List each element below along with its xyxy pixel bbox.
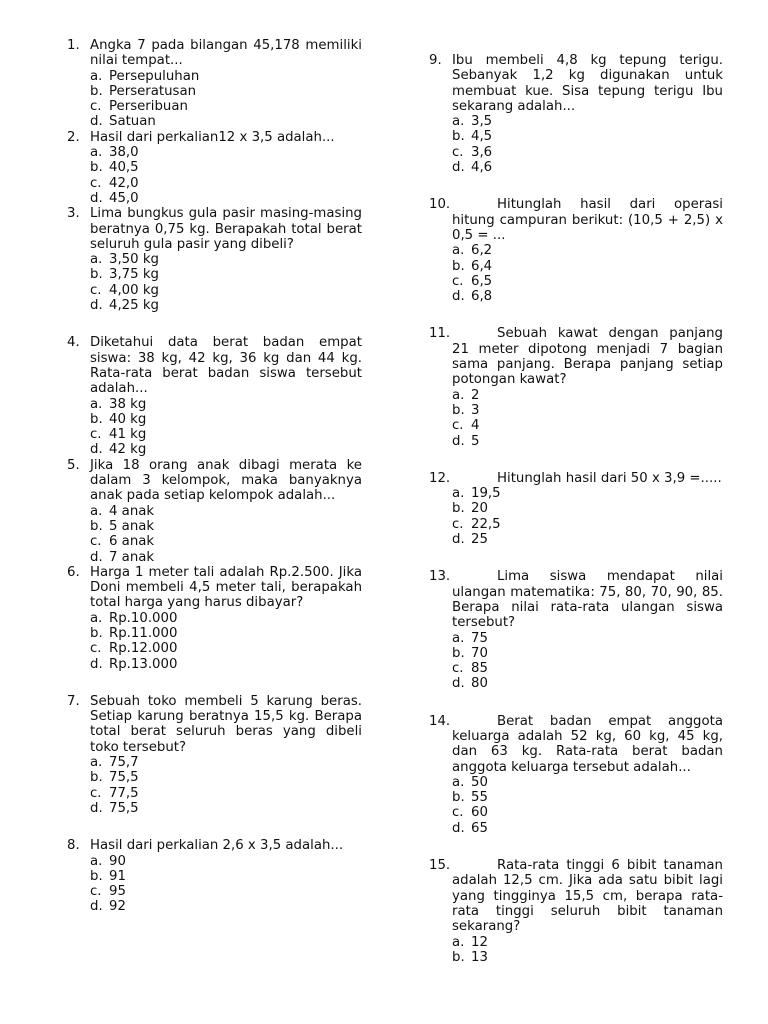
question-6 [67, 565, 362, 672]
option-letter: b. [90, 868, 103, 884]
option-text: 4,6 [471, 160, 493, 176]
option-text: 6,8 [471, 289, 493, 305]
options-list [452, 775, 723, 836]
question-number: 3. [67, 206, 80, 222]
option-text: 3,6 [471, 144, 493, 160]
question-9 [429, 53, 723, 175]
question-number: 13. [429, 569, 451, 585]
option-c [90, 641, 362, 656]
option-a [90, 252, 362, 267]
question-text: Rata-rata tinggi 6 bibit tanaman adalah 12,5 cm. Jika ada satu bibit lagi yang tingginya 15,5 cm, berapa rata-rata tinggi seluruh bibit tanaman sekarang? [452, 858, 723, 935]
options-list [452, 243, 723, 304]
option-text: 5 anak [109, 518, 155, 534]
option-letter: b. [452, 790, 465, 806]
option-text: 4 anak [109, 503, 155, 519]
question-number: 15. [429, 858, 451, 874]
option-b [90, 869, 362, 884]
question-number: 9. [429, 53, 442, 68]
option-a [452, 486, 723, 501]
question-12 [429, 471, 723, 547]
option-text: 3,5 [471, 114, 493, 130]
option-text: 13 [471, 949, 488, 965]
option-text: 3 [471, 402, 480, 418]
question-text: Berat badan empat anggota keluarga adalah 52 kg, 60 kg, 45 kg, dan 63 kg. Rata-rata berat badan anggota keluarga tersebut adalah... [452, 713, 723, 775]
options-list [90, 397, 362, 458]
option-letter: b. [90, 267, 103, 283]
option-text: 4,25 kg [109, 298, 159, 314]
option-text: 42 kg [109, 442, 147, 458]
option-b [452, 501, 723, 516]
option-letter: a. [90, 145, 103, 161]
option-letter: d. [452, 289, 465, 305]
option-letter: a. [90, 610, 103, 626]
option-d [90, 550, 362, 565]
option-c [90, 427, 362, 442]
option-letter: d. [90, 298, 103, 314]
option-letter: d. [452, 820, 465, 836]
options-list [90, 504, 362, 565]
question-2 [67, 130, 362, 206]
option-b [452, 646, 723, 661]
option-letter: c. [452, 661, 464, 677]
option-c [452, 274, 723, 289]
option-letter: d. [90, 899, 103, 915]
option-letter: b. [452, 501, 465, 517]
option-d [452, 289, 723, 304]
option-letter: c. [90, 99, 102, 115]
option-letter: b. [452, 129, 465, 145]
option-c [452, 418, 723, 433]
option-c [452, 661, 723, 676]
option-a [90, 504, 362, 519]
option-letter: c. [90, 534, 102, 550]
option-d [90, 298, 362, 313]
option-letter: c. [452, 418, 464, 434]
option-text: Rp.10.000 [109, 610, 178, 626]
options-list [90, 69, 362, 130]
option-letter: c. [452, 805, 464, 821]
option-c [90, 786, 362, 801]
option-letter: b. [90, 625, 103, 641]
options-list [452, 114, 723, 175]
option-letter: a. [452, 934, 465, 950]
question-text: Sebuah toko membeli 5 karung beras. Setiap karung beratnya 15,5 kg. Berapa total berat seluruh beras yang dibeli toko tersebut? [90, 693, 362, 755]
option-letter: b. [452, 402, 465, 418]
option-text: 3,50 kg [109, 252, 159, 268]
option-text: 6 anak [109, 534, 155, 550]
option-d [90, 114, 362, 129]
option-text: 25 [471, 532, 488, 548]
options-list [452, 631, 723, 692]
question-text: Hitunglah hasil dari operasi hitung campuran berikut: (10,5 + 2,5) x 0,5 = ... [452, 197, 723, 243]
option-letter: a. [90, 755, 103, 771]
option-text: 6,2 [471, 243, 493, 259]
question-number: 2. [67, 129, 80, 145]
option-letter: c. [452, 516, 464, 532]
option-text: 75,7 [109, 755, 139, 771]
option-c [90, 283, 362, 298]
question-number: 11. [429, 326, 451, 342]
option-d [90, 657, 362, 672]
option-c [90, 884, 362, 899]
option-a [452, 114, 723, 129]
option-c [452, 805, 723, 820]
option-letter: a. [90, 68, 103, 84]
option-letter: b. [90, 518, 103, 534]
option-text: 77,5 [109, 785, 139, 801]
option-letter: b. [90, 83, 103, 99]
question-text: Lima bungkus gula pasir masing-masing beratnya 0,75 kg. Berapakah total berat seluruh gula pasir yang dibeli? [90, 206, 362, 252]
option-letter: d. [452, 433, 465, 449]
options-list [90, 854, 362, 915]
option-text: 2 [471, 387, 480, 403]
option-letter: d. [90, 549, 103, 565]
option-c [90, 534, 362, 549]
question-14 [429, 714, 723, 836]
option-letter: a. [452, 486, 465, 502]
option-text: 3,75 kg [109, 267, 159, 283]
option-a [90, 854, 362, 869]
option-c [90, 176, 362, 191]
option-text: 41 kg [109, 427, 147, 443]
option-letter: c. [90, 282, 102, 298]
option-b [452, 129, 723, 144]
option-b [452, 403, 723, 418]
option-letter: c. [90, 785, 102, 801]
question-1 [67, 38, 362, 130]
option-a [452, 935, 723, 950]
question-number: 4. [67, 335, 80, 351]
option-text: 91 [109, 868, 126, 884]
option-text: 20 [471, 501, 488, 517]
option-letter: c. [90, 884, 102, 900]
question-text: Diketahui data berat badan empat siswa: 38 kg, 42 kg, 36 kg dan 44 kg. Rata-rata berat badan siswa tersebut adalah... [90, 335, 362, 397]
option-text: 75,5 [109, 800, 139, 816]
question-number: 1. [67, 38, 80, 53]
option-letter: d. [90, 800, 103, 816]
option-text: 12 [471, 934, 488, 950]
option-b [90, 770, 362, 785]
option-letter: a. [90, 853, 103, 869]
option-letter: d. [452, 532, 465, 548]
option-text: Rp.13.000 [109, 656, 178, 672]
option-letter: a. [90, 396, 103, 412]
option-text: 40 kg [109, 411, 147, 427]
option-letter: a. [452, 774, 465, 790]
question-text: Angka 7 pada bilangan 45,178 memiliki nilai tempat... [90, 38, 362, 69]
option-letter: a. [452, 114, 465, 130]
option-c [452, 517, 723, 532]
option-letter: a. [90, 252, 103, 268]
option-b [452, 259, 723, 274]
question-8 [67, 838, 362, 914]
option-text: 65 [471, 820, 488, 836]
option-c [452, 145, 723, 160]
options-list [90, 145, 362, 206]
option-text: 60 [471, 805, 488, 821]
question-13 [429, 569, 723, 691]
option-text: 50 [471, 774, 488, 790]
option-text: 45,0 [109, 190, 139, 206]
option-d [90, 801, 362, 816]
option-text: 70 [471, 645, 488, 661]
question-number: 5. [67, 457, 80, 473]
option-letter: a. [452, 387, 465, 403]
option-text: 75,5 [109, 770, 139, 786]
option-letter: c. [90, 427, 102, 443]
option-letter: d. [452, 676, 465, 692]
option-letter: d. [90, 114, 103, 130]
option-d [90, 442, 362, 457]
option-text: 38,0 [109, 145, 139, 161]
question-text: Ibu membeli 4,8 kg tepung terigu. Sebanyak 1,2 kg digunakan untuk membuat kue. Sisa tepung terigu Ibu sekarang adalah... [452, 53, 723, 114]
option-text: 6,4 [471, 258, 493, 274]
question-15 [429, 858, 723, 965]
option-letter: b. [90, 770, 103, 786]
option-b [90, 626, 362, 641]
option-a [90, 145, 362, 160]
question-3 [67, 206, 362, 313]
option-a [90, 69, 362, 84]
option-text: 6,5 [471, 273, 493, 289]
option-text: 75 [471, 630, 488, 646]
question-10 [429, 197, 723, 304]
option-d [90, 899, 362, 914]
question-number: 14. [429, 713, 451, 729]
option-letter: c. [452, 144, 464, 160]
question-text: Sebuah kawat dengan panjang 21 meter dipotong menjadi 7 bagian sama panjang. Berapa panjang setiap potongan kawat? [452, 326, 723, 388]
option-text: 55 [471, 790, 488, 806]
option-d [452, 676, 723, 691]
question-4 [67, 335, 362, 457]
question-text: Harga 1 meter tali adalah Rp.2.500. Jika Doni membeli 4,5 meter tali, berapakah total harga yang harus dibayar? [90, 564, 362, 611]
option-text: 19,5 [471, 486, 501, 502]
question-text: Jika 18 orang anak dibagi merata ke dalam 3 kelompok, maka banyaknya anak pada setiap kelompok adalah... [90, 457, 362, 504]
option-text: Perseratusan [109, 83, 197, 99]
option-text: 95 [109, 884, 126, 900]
question-text: Lima siswa mendapat nilai ulangan matematika: 75, 80, 70, 90, 85. Berapa nilai rata-rata ulangan siswa tersebut? [452, 569, 723, 631]
option-d [452, 434, 723, 449]
option-c [90, 99, 362, 114]
option-text: 4 [471, 418, 480, 434]
option-text: Satuan [109, 114, 156, 130]
option-letter: d. [90, 442, 103, 458]
option-text: 40,5 [109, 160, 139, 176]
option-text: 4,00 kg [109, 282, 159, 298]
option-letter: d. [452, 160, 465, 176]
option-b [90, 84, 362, 99]
option-b [452, 950, 723, 965]
question-5 [67, 458, 362, 565]
option-b [452, 790, 723, 805]
option-letter: c. [452, 273, 464, 289]
option-text: 4,5 [471, 129, 493, 145]
option-text: 5 [471, 433, 480, 449]
option-letter: a. [452, 243, 465, 259]
option-letter: a. [452, 630, 465, 646]
option-text: 92 [109, 899, 126, 915]
option-a [452, 243, 723, 258]
option-letter: c. [90, 175, 102, 191]
option-letter: d. [90, 656, 103, 672]
question-11 [429, 326, 723, 448]
option-letter: b. [452, 645, 465, 661]
option-b [90, 267, 362, 282]
option-text: 7 anak [109, 549, 155, 565]
option-a [90, 611, 362, 626]
option-text: 80 [471, 676, 488, 692]
option-a [452, 775, 723, 790]
option-a [452, 388, 723, 403]
option-d [452, 532, 723, 547]
question-number: 12. [429, 470, 451, 486]
option-letter: b. [90, 411, 103, 427]
option-letter: b. [452, 258, 465, 274]
option-b [90, 519, 362, 534]
question-number: 8. [67, 838, 80, 854]
option-text: Rp.11.000 [109, 625, 178, 641]
question-7 [67, 694, 362, 816]
question-column-right [429, 53, 723, 965]
question-number: 10. [429, 197, 451, 213]
option-a [452, 631, 723, 646]
options-list [452, 935, 723, 966]
option-a [90, 397, 362, 412]
question-text: Hitunglah hasil dari 50 x 3,9 =..... [497, 470, 722, 486]
options-list [90, 755, 362, 816]
options-list [90, 611, 362, 672]
option-text: 85 [471, 661, 488, 677]
option-b [90, 160, 362, 175]
option-letter: d. [90, 190, 103, 206]
options-list [90, 252, 362, 313]
option-text: Rp.12.000 [109, 641, 178, 657]
option-letter: c. [90, 641, 102, 657]
option-letter: a. [90, 503, 103, 519]
option-letter: b. [452, 949, 465, 965]
option-text: 38 kg [109, 396, 147, 412]
option-d [452, 160, 723, 175]
option-text: 42,0 [109, 175, 139, 191]
question-number: 7. [67, 693, 80, 709]
option-a [90, 755, 362, 770]
option-letter: b. [90, 160, 103, 176]
option-b [90, 412, 362, 427]
options-list [452, 486, 723, 547]
option-text: Persepuluhan [109, 68, 200, 84]
options-list [452, 388, 723, 449]
option-d [452, 821, 723, 836]
question-number: 6. [67, 564, 80, 580]
option-text: 90 [109, 853, 126, 869]
question-text: Hasil dari perkalian 2,6 x 3,5 adalah... [90, 838, 344, 854]
question-column-left [67, 38, 362, 915]
option-text: 22,5 [471, 516, 501, 532]
question-text: Hasil dari perkalian12 x 3,5 adalah... [90, 129, 335, 145]
option-text: Perseribuan [109, 99, 188, 115]
option-d [90, 191, 362, 206]
